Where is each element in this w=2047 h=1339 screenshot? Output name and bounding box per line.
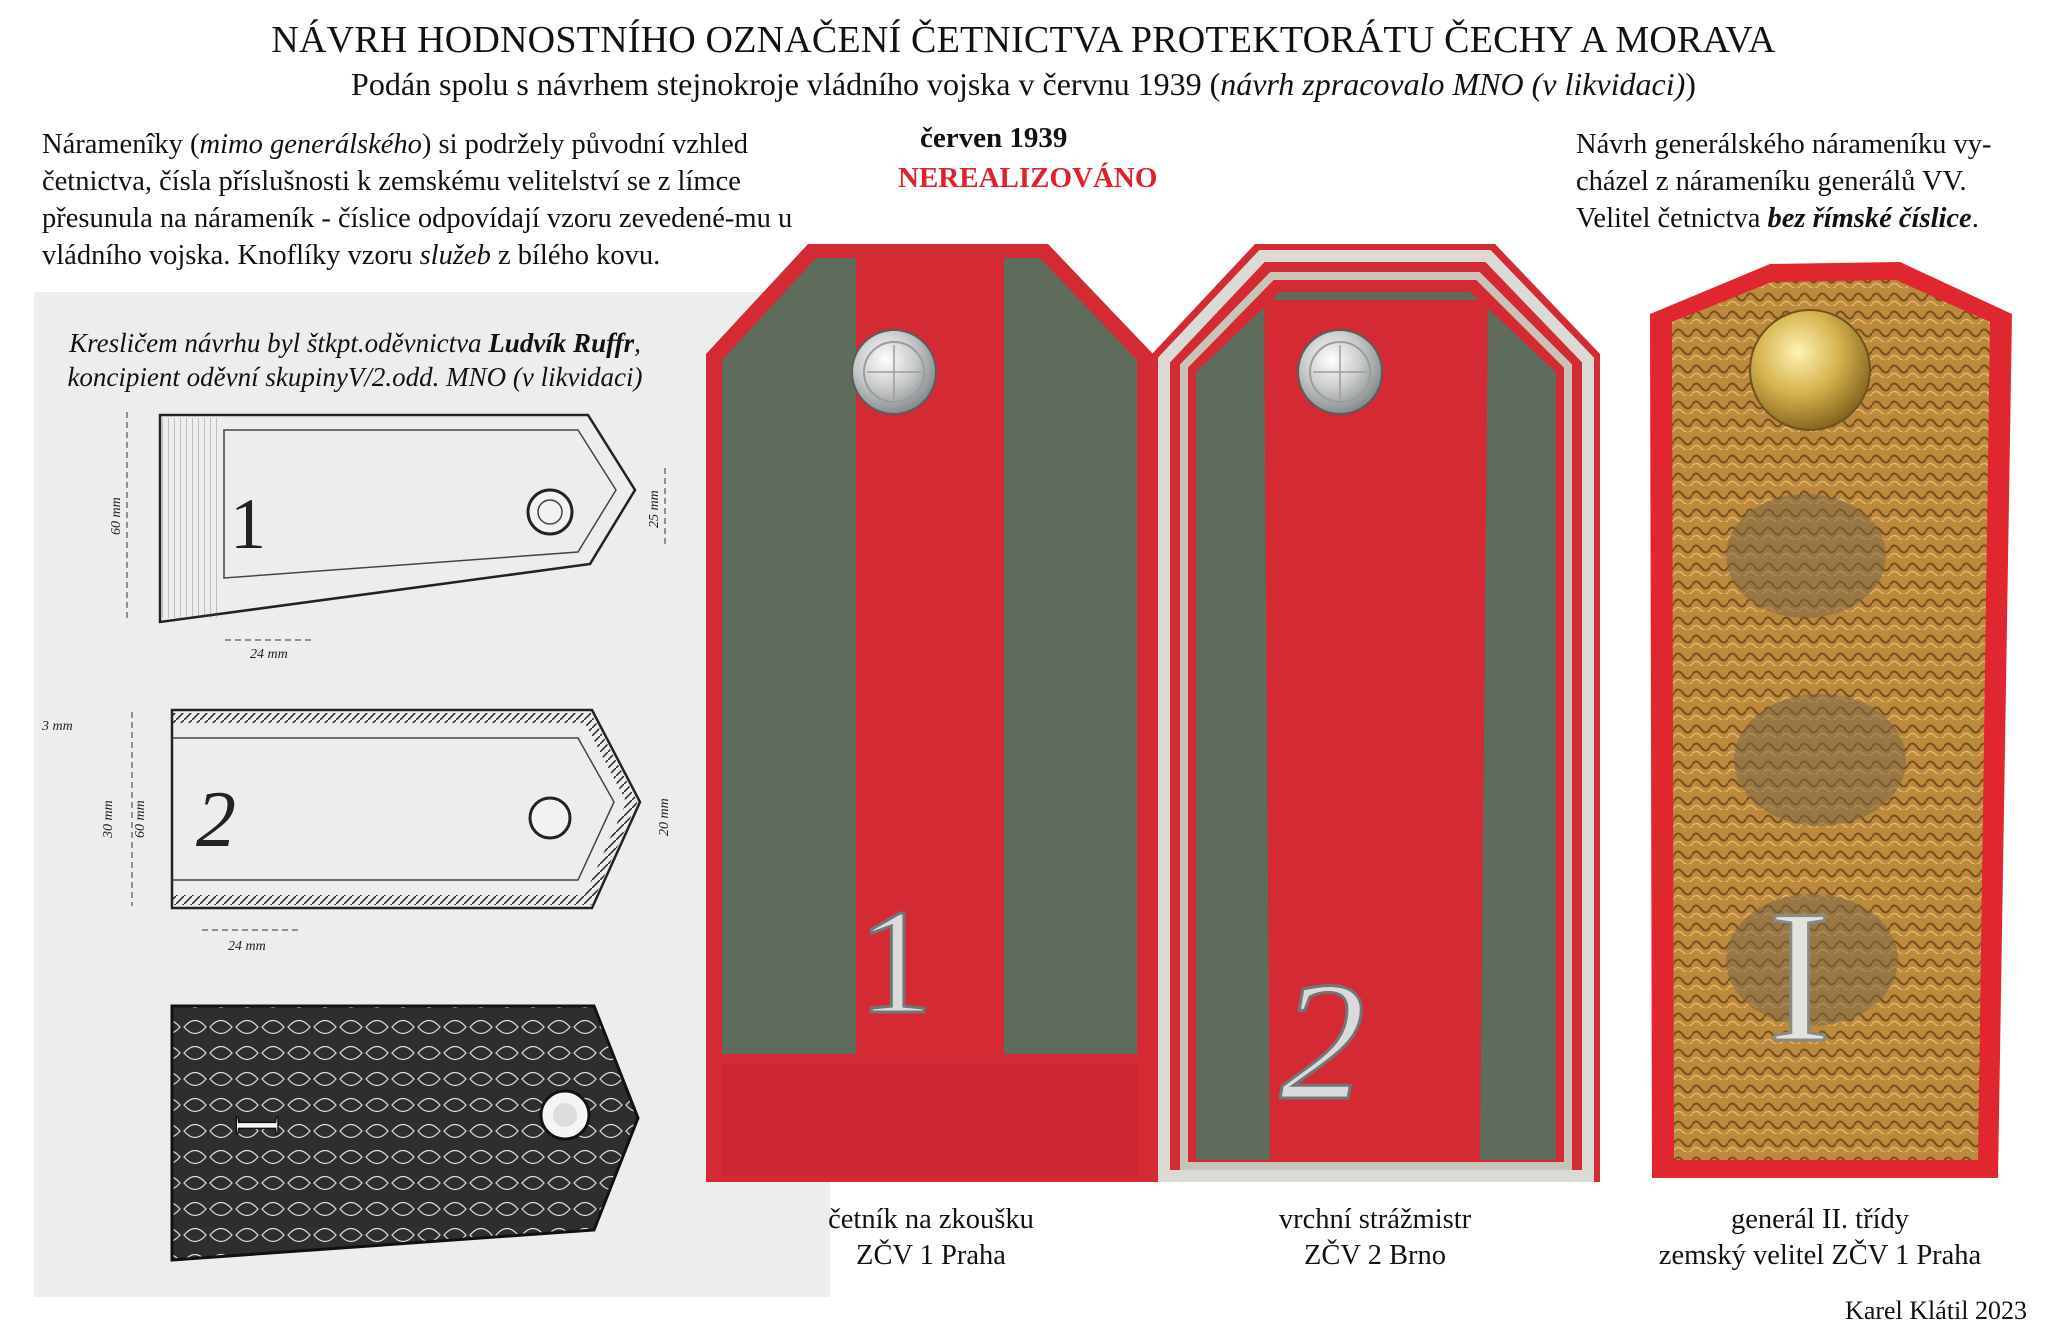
drawing-2-numeral: 2 <box>196 776 236 864</box>
author-signature: Karel Klátil 2023 <box>1845 1296 2027 1325</box>
drawing-1-dim-bottom: 24 mm <box>250 647 288 662</box>
strap-2-caption-line-2: ZČV 2 Brno <box>1304 1240 1446 1271</box>
subtitle-prefix: Podán spolu s návrhem stejnokroje vládního vojska v červnu 1939 ( <box>351 66 1221 102</box>
strap-3-numeral: I <box>1768 872 1832 1082</box>
subtitle-italic: návrh zpracovalo MNO (v likvidaci) <box>1220 66 1686 102</box>
strap-2 <box>1152 244 1600 1182</box>
intro-text-1: Náramenîky ( <box>42 129 200 160</box>
drawing-2-dim-top: 3 mm <box>42 719 73 734</box>
credit-suffix: , <box>634 328 641 358</box>
strap-1-caption-line-1: četník na zkoušku <box>828 1204 1034 1235</box>
drawing-2-dim-inner: 30 mm <box>101 800 116 838</box>
status-label: NEREALIZOVÁNO <box>898 162 1158 194</box>
strap-1-numeral: 1 <box>858 879 933 1045</box>
drawing-1-numeral: 1 <box>230 484 266 564</box>
credit-line-2: koncipient oděvní skupinyV/2.odd. MNO (v likvidaci) <box>67 362 643 392</box>
strap-1-caption-line-2: ZČV 1 Praha <box>856 1240 1006 1271</box>
credit-name: Ludvík Ruffr <box>488 328 635 358</box>
drawing-1-dim-height: 60 mm <box>109 497 124 535</box>
drawing-2-dim-bottom: 24 mm <box>228 939 266 954</box>
strap-2-caption <box>1180 1202 1570 1274</box>
general-note-end: . <box>1971 203 1979 234</box>
subtitle-suffix: ) <box>1685 66 1696 102</box>
date-label: červen 1939 <box>920 122 1068 154</box>
intro-text-2: ) si podržely původní vzhled četnictva, čísla příslušnosti k zemskému velitelství se z límce přesunula na nárameník - číslice odpovídají vzoru zevedené-mu u vládního vojska. Knoflíky vzoru <box>42 129 793 271</box>
strap-3-caption-line-2: zemský velitel ZČV 1 Praha <box>1658 1240 1982 1271</box>
strap-2-caption-line-1: vrchní strážmistr <box>1278 1204 1472 1235</box>
general-note-text: Návrh generálského nárameníku vy-cházel z nárameníku generálů VV. Velitel četnictva <box>1576 129 1992 234</box>
drawing-1-dim-right: 25 mm <box>647 490 662 528</box>
intro-italic-1: mimo generálského <box>199 129 422 160</box>
strap-2-numeral: 2 <box>1280 947 1365 1135</box>
intro-italic-2: služeb <box>419 240 491 271</box>
drawing-2-dim-height: 60 mm <box>133 800 148 838</box>
technical-drawing-1 <box>127 412 665 640</box>
intro-text-3: z bílého kovu. <box>490 240 661 271</box>
drawing-2-dim-right: 20 mm <box>657 798 672 836</box>
strap-1-caption <box>736 1202 1126 1274</box>
credit-prefix: Kresličem návrhu byl štkpt.oděvnictva <box>69 328 489 358</box>
drawing-3-numeral: I <box>221 1114 292 1136</box>
strap-3-caption <box>1610 1202 2030 1274</box>
strap-3-caption-line-1: generál II. třídy <box>1730 1204 1910 1235</box>
page-title: NÁVRH HODNOSTNÍHO OZNAČENÍ ČETNICTVA PROTEKTORÁTU ČECHY A MORAVA <box>271 19 1776 61</box>
general-note-emphasis: bez římské číslice <box>1767 203 1972 234</box>
